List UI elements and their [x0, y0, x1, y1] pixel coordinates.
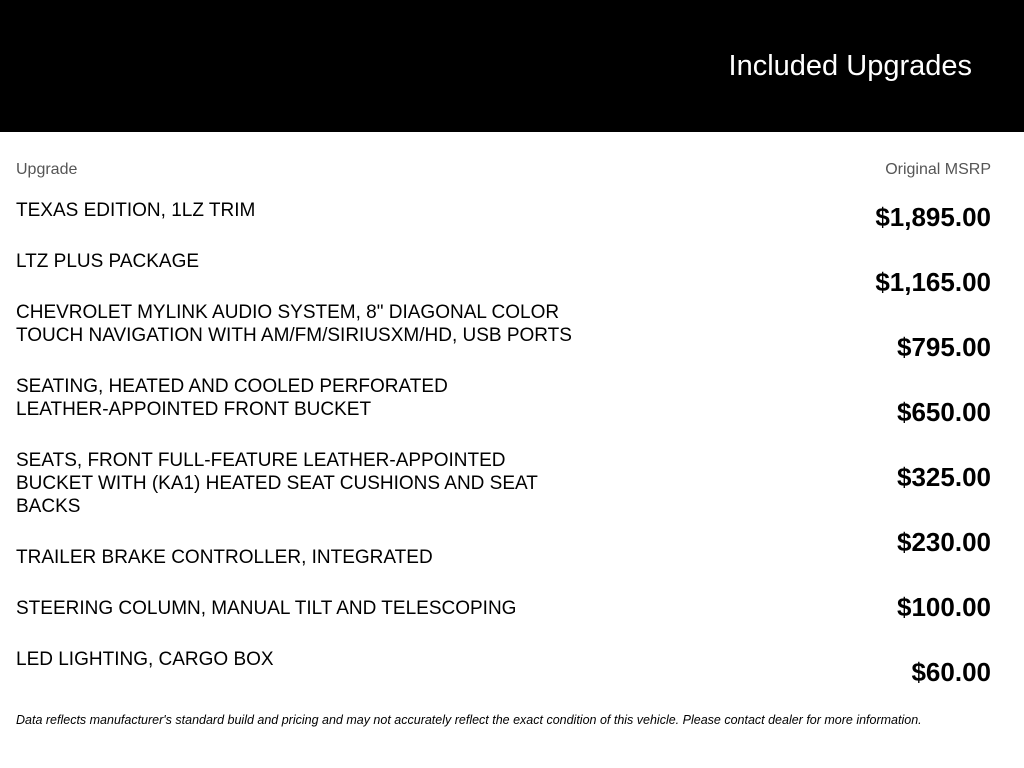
- upgrade-item: STEERING COLUMN, MANUAL TILT AND TELESCOPING: [16, 598, 517, 619]
- price-value: $795.00: [897, 332, 991, 362]
- upgrade-item: SEATS, FRONT FULL-FEATURE LEATHER-APPOINTED BUCKET WITH (KA1) HEATED SEAT CUSHIONS AND SEAT BACKS: [16, 450, 538, 517]
- price-value: $230.00: [897, 527, 991, 557]
- upgrade-column-header: Upgrade: [16, 161, 78, 178]
- upgrade-item: SEATING, HEATED AND COOLED PERFORATED LEATHER-APPOINTED FRONT BUCKET: [16, 376, 448, 420]
- disclaimer-text: Data reflects manufacturer's standard build and pricing and may not accurately reflect the exact condition of this vehicle. Please contact dealer for more information.: [16, 713, 922, 727]
- upgrade-item: LTZ PLUS PACKAGE: [16, 251, 200, 272]
- upgrade-item: CHEVROLET MYLINK AUDIO SYSTEM, 8" DIAGONAL COLOR TOUCH NAVIGATION WITH AM/FM/SIRIUSXM/HD, USB PORTS: [16, 302, 572, 346]
- price-value: $60.00: [911, 657, 991, 687]
- upgrade-item: TRAILER BRAKE CONTROLLER, INTEGRATED: [16, 547, 433, 568]
- page-title: Included Upgrades: [728, 50, 972, 82]
- upgrade-list: [16, 199, 586, 699]
- price-value: $1,895.00: [875, 202, 991, 232]
- price-value: $100.00: [897, 592, 991, 622]
- price-list: [691, 199, 991, 719]
- msrp-column-header: Original MSRP: [885, 161, 991, 178]
- price-value: $650.00: [897, 397, 991, 427]
- price-value: $1,165.00: [875, 267, 991, 297]
- upgrade-item: TEXAS EDITION, 1LZ TRIM: [16, 200, 256, 221]
- upgrade-item: LED LIGHTING, CARGO BOX: [16, 649, 274, 670]
- price-value: $325.00: [897, 462, 991, 492]
- header-banner: [0, 0, 1024, 132]
